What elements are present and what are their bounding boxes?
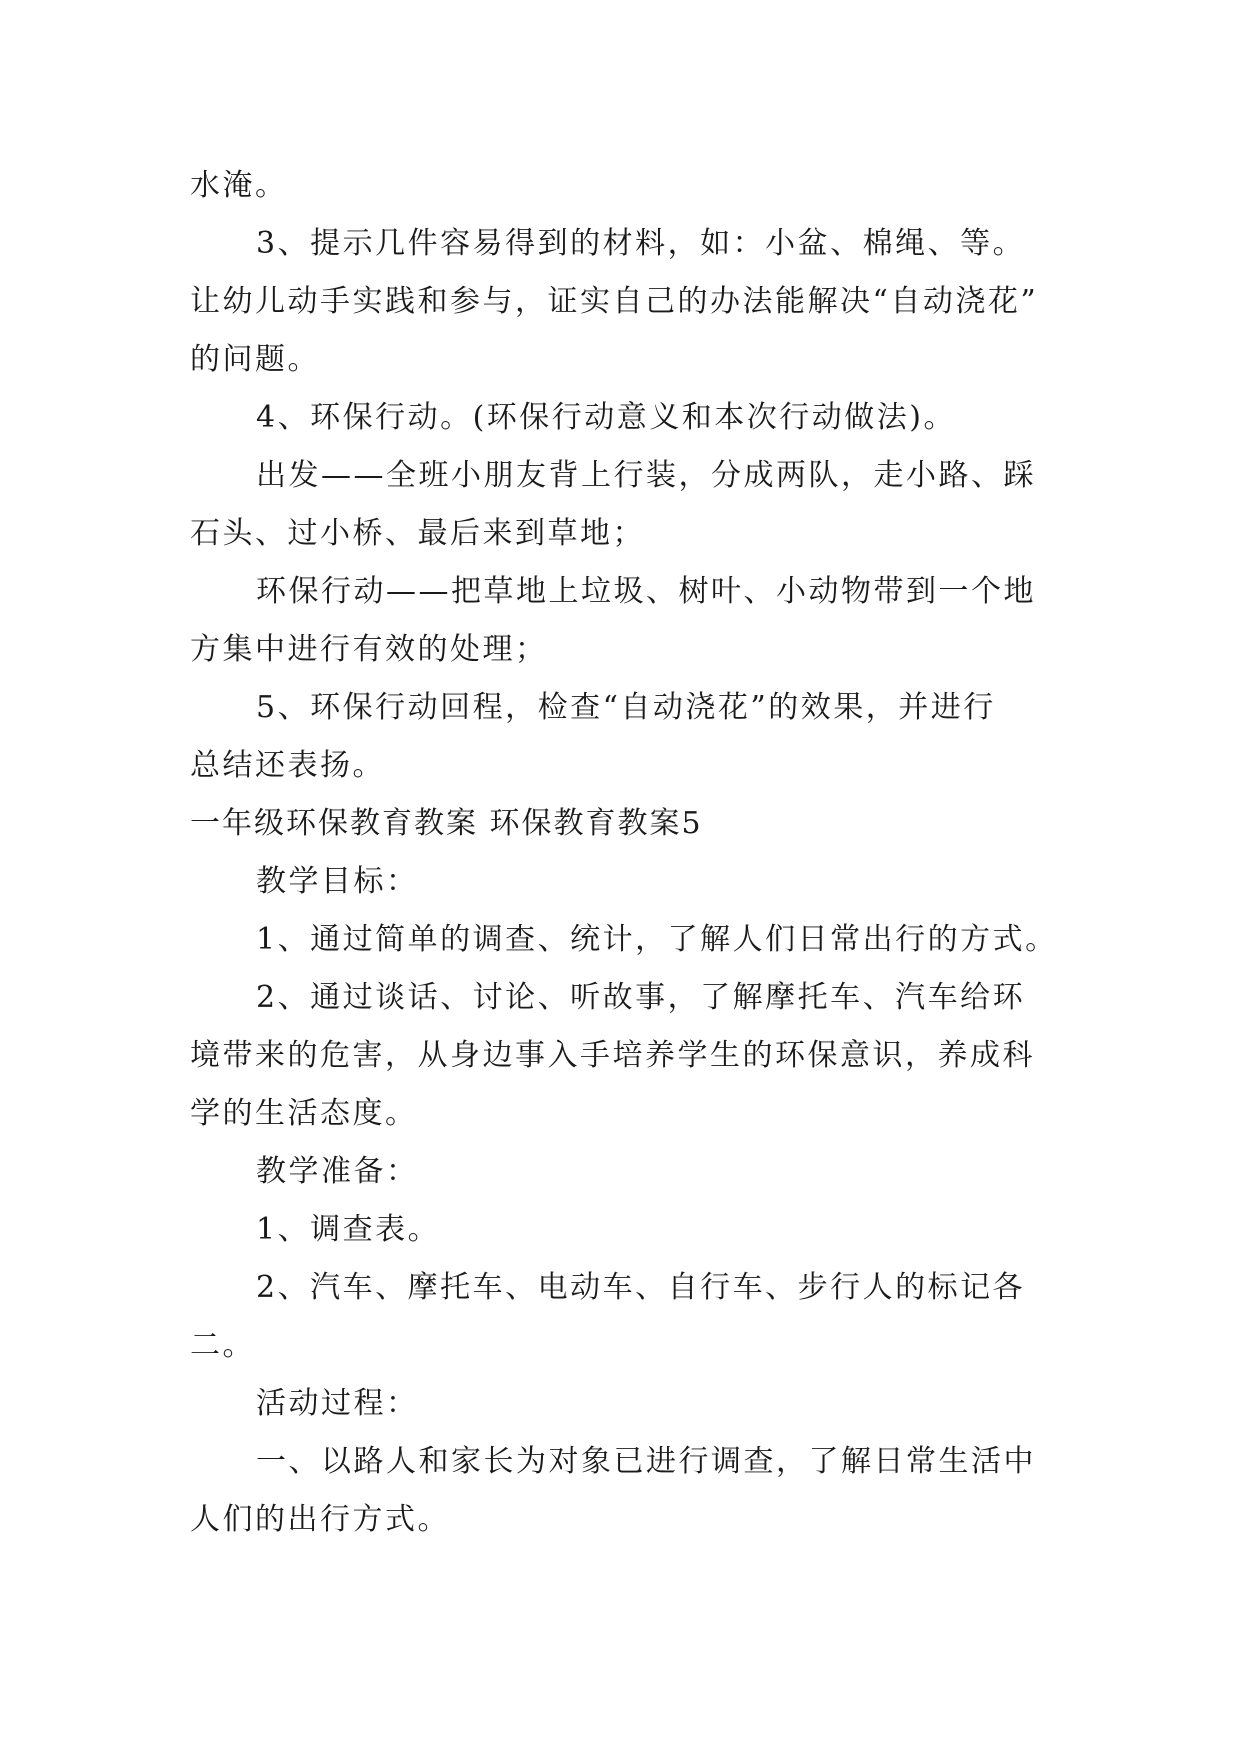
text-line: 1、调查表。 [256,1212,441,1247]
text-line: 境带来的危害，从身边事入手培养学生的环保意识，养成科 [190,1038,1035,1073]
text-line: 3、提示几件容易得到的材料，如：小盆、棉绳、等。 [256,226,1026,261]
text-line: 2、通过谈话、讨论、听故事，了解摩托车、汽车给环 [256,980,1026,1015]
text-line: 一、以路人和家长为对象已进行调查，了解日常生活中 [256,1444,1036,1479]
document-body [190,157,1058,1549]
text-line: 的问题。 [190,342,320,377]
text-line: 教学目标： [256,864,419,899]
text-line: 5、环保行动回程，检查“自动浇花”的效果，并进行 [256,690,996,725]
text-line: 人们的出行方式。 [190,1502,450,1537]
text-line: 活动过程： [256,1386,419,1421]
text-line: 让幼儿动手实践和参与，证实自己的办法能解决“自动浇花” [190,284,1039,319]
text-line: 4、环保行动。(环保行动意义和本次行动做法)。 [256,400,956,435]
text-line: 出发——全班小朋友背上行装，分成两队，走小路、踩 [256,458,1036,493]
text-line: 石头、过小桥、最后来到草地； [190,516,645,551]
text-line: 二。 [190,1328,255,1363]
text-line: 2、汽车、摩托车、电动车、自行车、步行人的标记各 [256,1270,1026,1305]
text-line: 教学准备： [256,1154,419,1189]
text-line: 水淹。 [190,168,288,203]
section-heading: 一年级环保教育教案 环保教育教案5 [190,806,703,841]
text-line: 学的生活态度。 [190,1096,418,1131]
text-line: 1、通过简单的调查、统计，了解人们日常出行的方式。 [256,922,1058,957]
text-line: 总结还表扬。 [190,748,385,783]
text-line: 环保行动——把草地上垃圾、树叶、小动物带到一个地 [256,574,1036,609]
text-line: 方集中进行有效的处理； [190,632,548,667]
